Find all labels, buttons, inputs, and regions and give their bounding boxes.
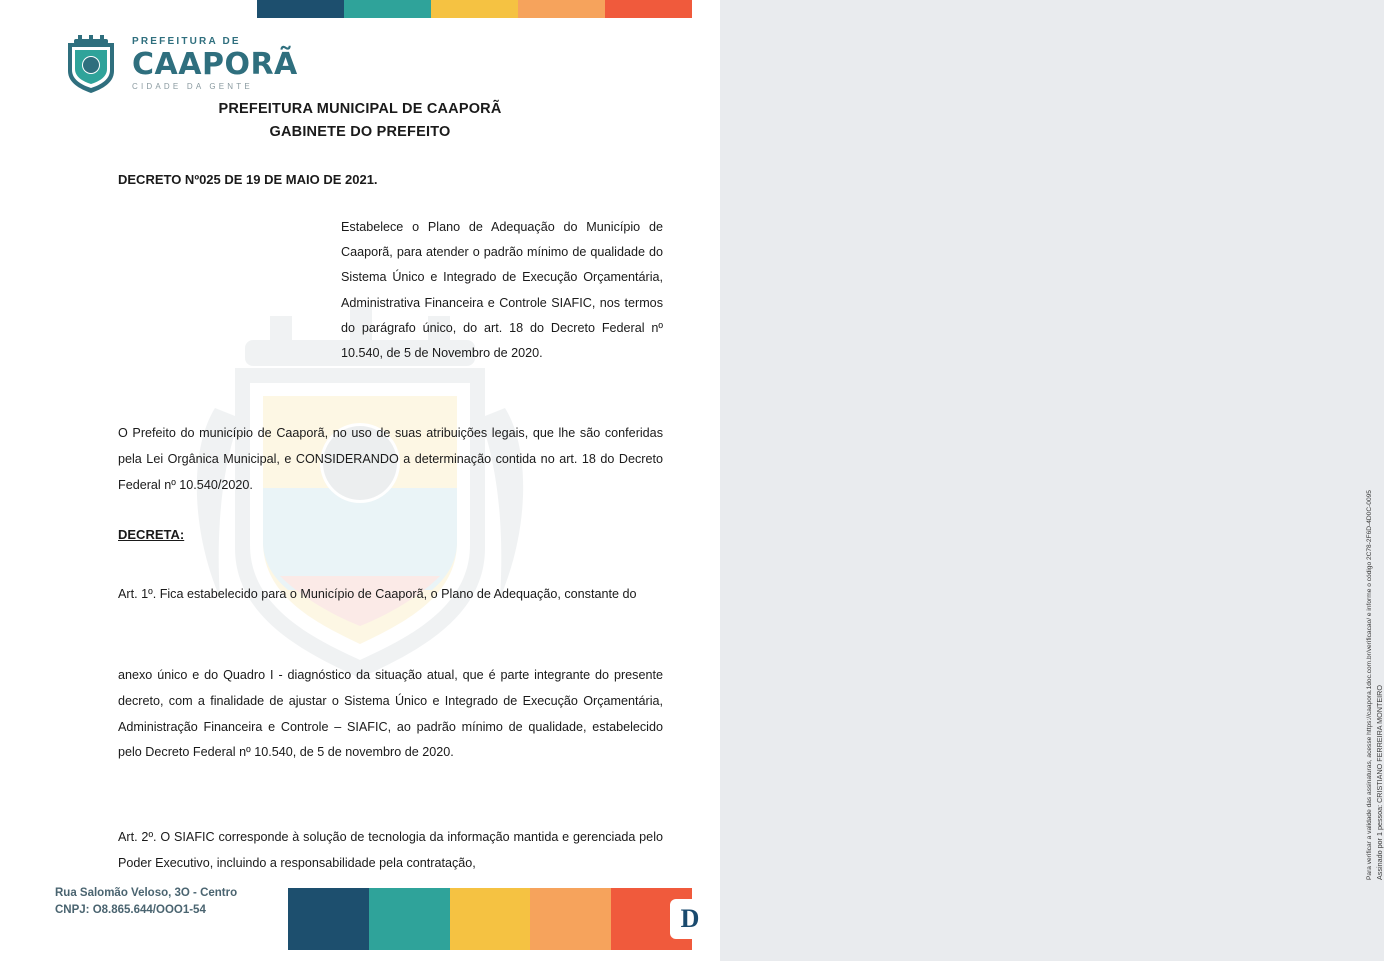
signature-verify-text: Para verificar a validade das assinaturas, acesse https://caapora.1doc.com.br/verificacao/ e informe o código 2C78-2F6D-4D0C-0095 [1366, 490, 1373, 880]
bottom-bar-segment-2 [369, 888, 450, 950]
decree-preamble: O Prefeito do município de Caaporã, no uso de suas atribuições legais, que lhe são conferidas pela Lei Orgânica Municipal, e CONSIDERANDO a determinação contida no art. 18 do Decreto Federal nº 10.540/2020. [118, 426, 663, 492]
bottom-bar-segment-3 [450, 888, 531, 950]
article-2: Art. 2º. O SIAFIC corresponde à solução de tecnologia da informação mantida e gerenciada pelo Poder Executivo, incluindo a responsabilidade pela contratação, [118, 830, 663, 870]
decree-ementa: Estabelece o Plano de Adequação do Município de Caaporã, para atender o padrão mínimo de qualidade do Sistema Único e Integrado de Execução Orçamentária, Administrativa Financeira e Controle SIAFIC, nos termos do parágrafo único, do art. 18 do Decreto Federal nº 10.540, de 5 de Novembro de 2020. [341, 220, 663, 360]
page-subtitle: GABINETE DO PREFEITO [269, 124, 451, 140]
decreta-label: DECRETA: [118, 527, 185, 542]
footer-address-line: Rua Salomão Veloso, 3O - Centro [55, 886, 238, 899]
onedoc-badge: D [670, 899, 710, 939]
logo-line-2: CAAPORÃ [132, 47, 298, 82]
logo-line-3: CIDADE DA GENTE [132, 82, 253, 91]
page-title: PREFEITURA MUNICIPAL DE CAAPORÃ [218, 101, 502, 117]
footer-cnpj-line: CNPJ: O8.865.644/OOO1-54 [55, 903, 206, 916]
footer-address [55, 885, 237, 920]
article-1-continuation: anexo único e do Quadro I - diagnóstico da situação atual, que é parte integrante do presente decreto, com a finalidade de ajustar o Sistema Único e Integrado de Execução Orçamentária, Administração Financeira e Controle – SIAFIC, ao padrão mínimo de qualidade, estabelecido pelo Decreto Federal nº 10.540, de 5 de novembro de 2020. [118, 668, 663, 760]
article-1: Art. 1º. Fica estabelecido para o Município de Caaporã, o Plano de Adequação, constante do [118, 587, 637, 601]
signature-strip [686, 0, 1384, 961]
decree-number: DECRETO Nº025 DE 19 DE MAIO DE 2021. [118, 172, 378, 187]
logo-line-1: PREFEITURA DE [132, 36, 241, 47]
bottom-bar-segment-4 [530, 888, 611, 950]
bottom-bar-segment-1 [288, 888, 369, 950]
signature-signer-text: Assinado por 1 pessoa: CRISTIANO FERREIRA MONTEIRO [1375, 685, 1384, 880]
bottom-color-bar [288, 888, 692, 950]
